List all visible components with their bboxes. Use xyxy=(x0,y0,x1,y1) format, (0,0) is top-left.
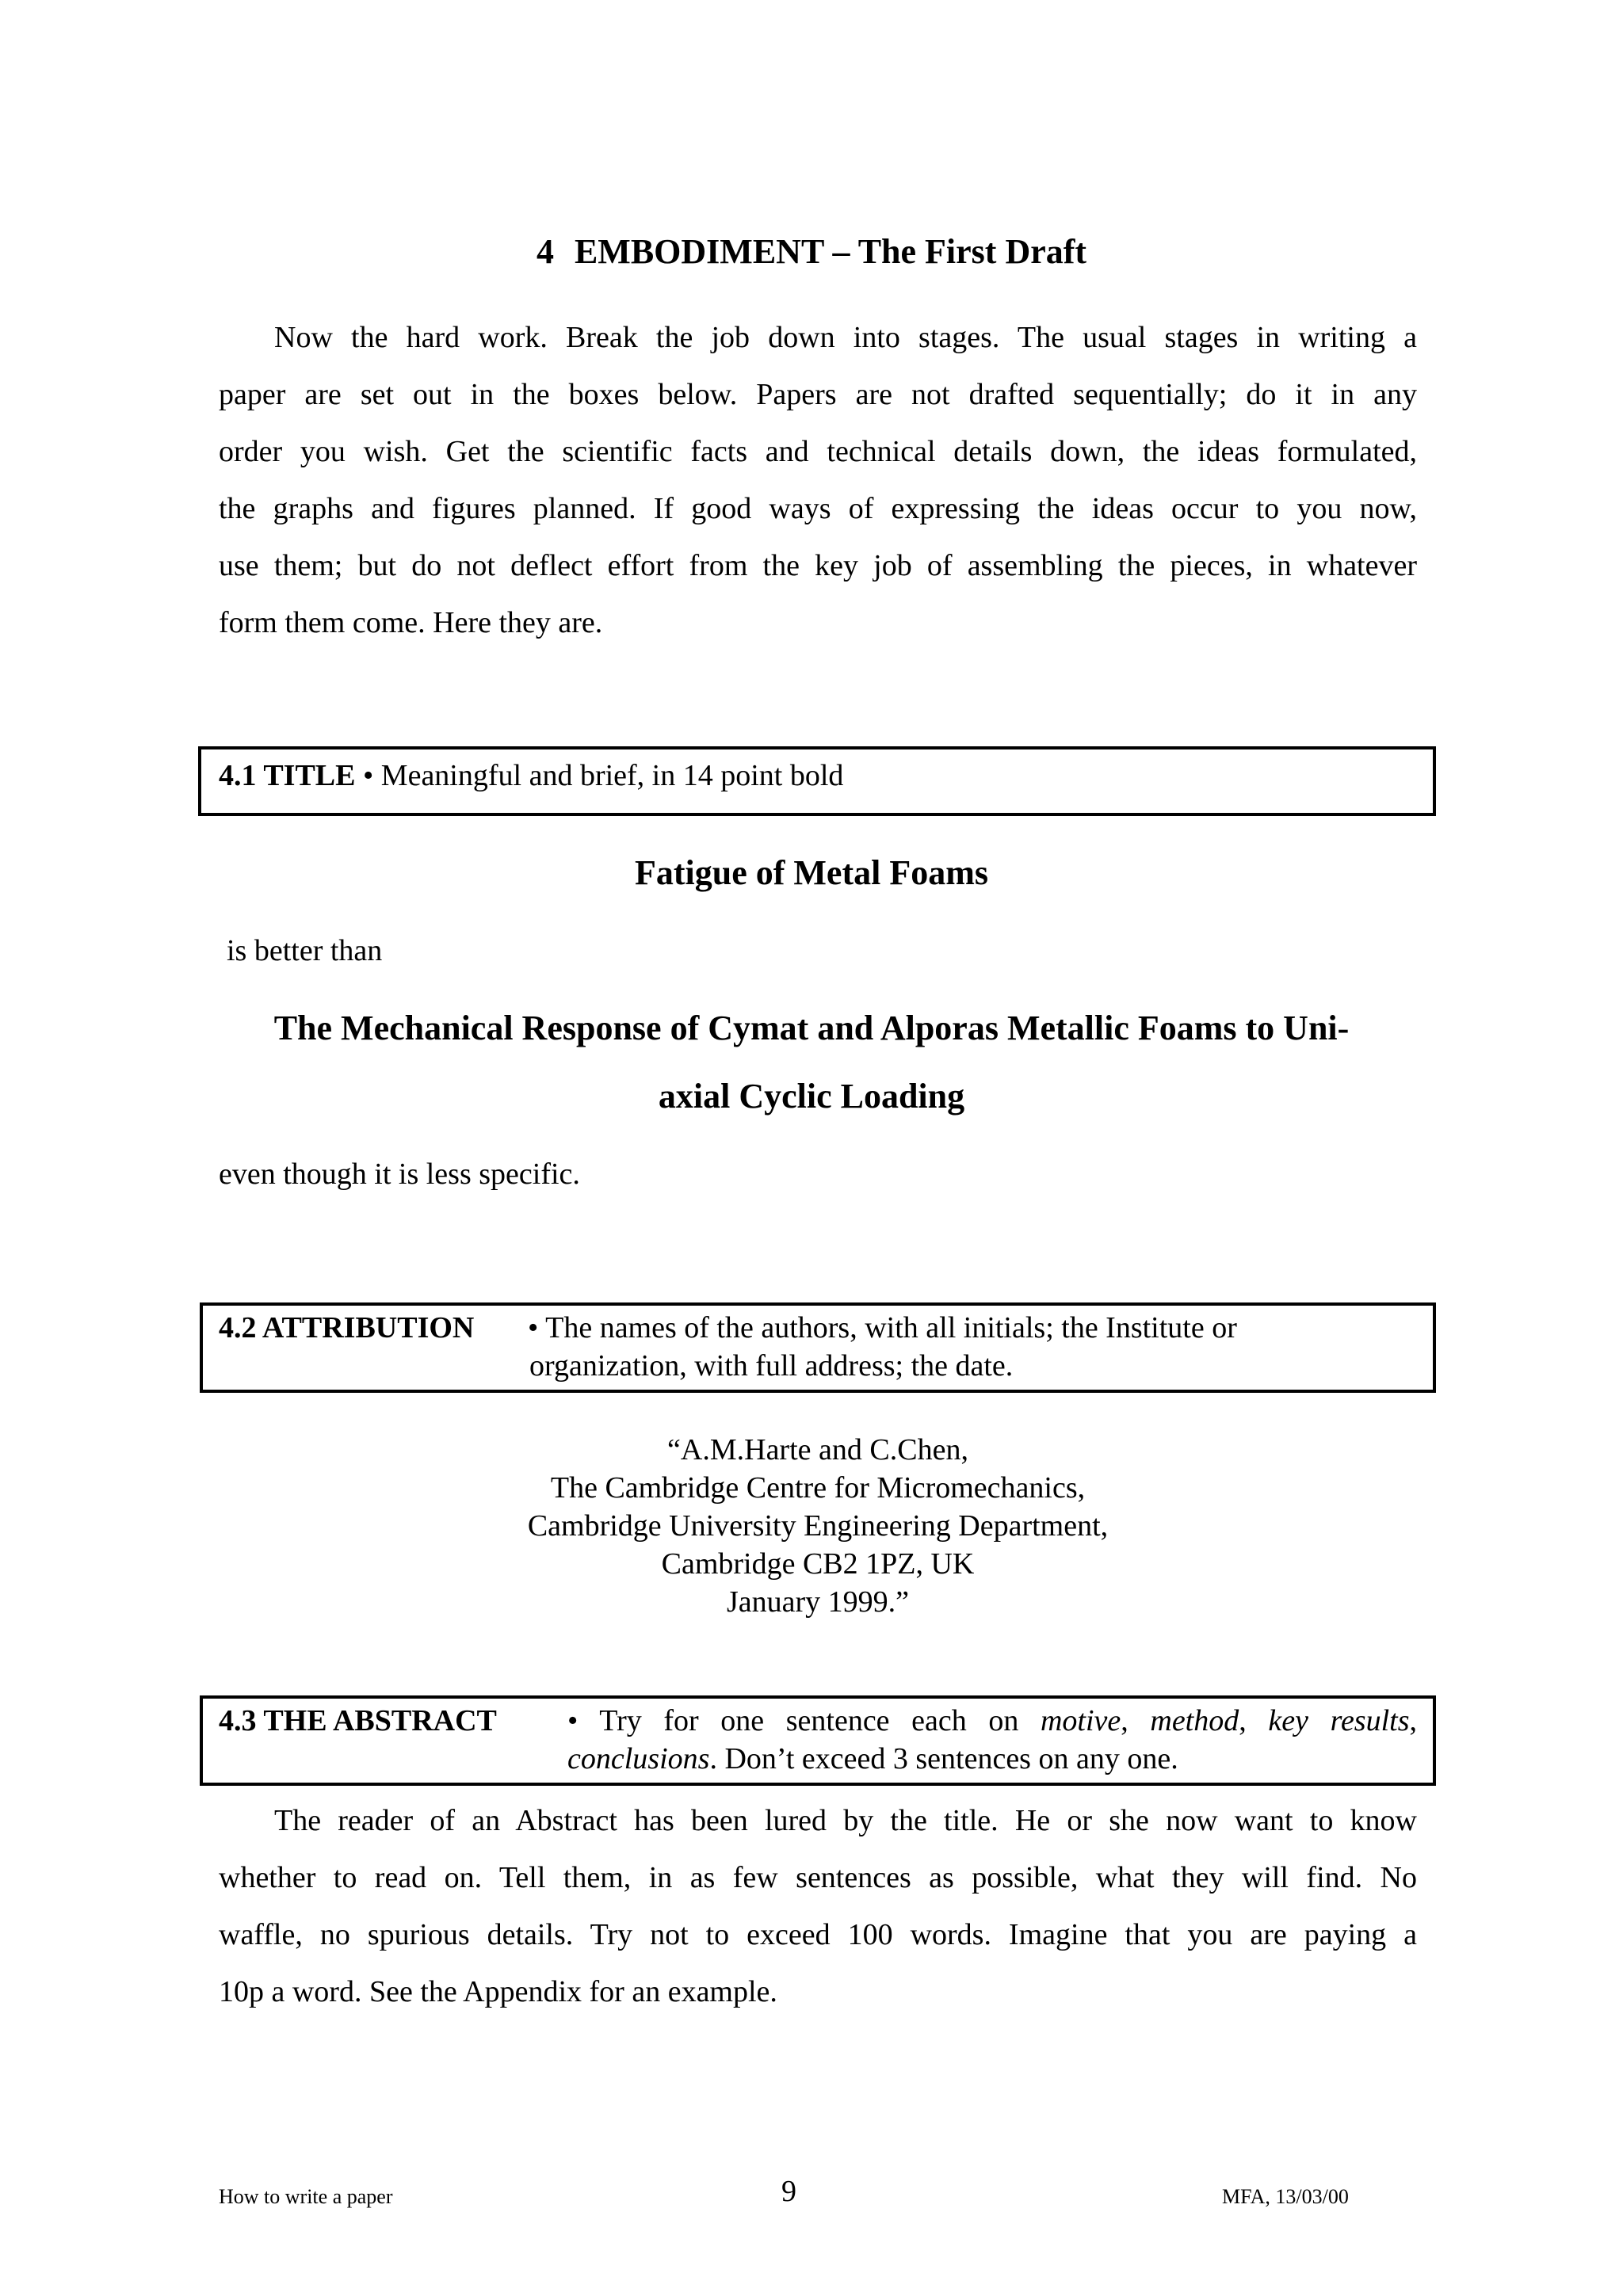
abstract-paragraph xyxy=(219,1792,1417,2020)
attribution-address: Cambridge CB2 1PZ, UK xyxy=(661,1547,975,1581)
good-title-example: Fatigue of Metal Foams xyxy=(635,853,988,892)
intro-line: paper are set out in the boxes below. Papers are not drafted sequentially; do it in any xyxy=(219,378,1417,411)
attribution-centre: The Cambridge Centre for Micromechanics, xyxy=(550,1471,1086,1505)
attribution-example xyxy=(0,1431,1623,1621)
section-title: EMBODIMENT – The First Draft xyxy=(574,232,1087,271)
motive-term: motive xyxy=(1040,1704,1121,1737)
attribution-authors: “A.M.Harte and C.Chen, xyxy=(667,1433,968,1466)
abstract-line: The reader of an Abstract has been lured by the title. He or she now want to know xyxy=(274,1804,1417,1837)
bad-title-example-line1: The Mechanical Response of Cymat and Alporas Metallic Foams to Uni- xyxy=(273,1009,1350,1047)
title-example-note: even though it is less specific. xyxy=(219,1158,580,1191)
attribution-guideline-label: 4.2 ATTRIBUTION xyxy=(219,1311,475,1344)
abstract-guideline-line1: • Try for one sentence each on motive, method, key results, xyxy=(567,1704,1417,1737)
intro-line: the graphs and figures planned. If good ways of expressing the ideas occur to you now, xyxy=(219,492,1417,525)
intro-line: order you wish. Get the scientific facts and technical details down, the ideas formulated, xyxy=(219,435,1417,468)
attribution-date: January 1999.” xyxy=(726,1585,910,1619)
attribution-department: Cambridge University Engineering Department, xyxy=(527,1509,1109,1543)
abstract-line: waffle, no spurious details. Try not to exceed 100 words. Imagine that you are paying a xyxy=(219,1918,1417,1951)
intro-paragraph xyxy=(219,309,1417,651)
page-number: 9 xyxy=(781,2175,796,2208)
bad-title-example-line2: axial Cyclic Loading xyxy=(658,1077,965,1116)
method-term: method xyxy=(1150,1704,1239,1737)
footer-right: MFA, 13/03/00 xyxy=(1222,2185,1349,2208)
key-results-term: key results xyxy=(1268,1704,1410,1737)
abstract-guideline-label: 4.3 THE ABSTRACT xyxy=(219,1704,497,1737)
intro-line: form them come. Here they are. xyxy=(219,606,603,639)
title-guideline-rule: • Meaningful and brief, in 14 point bold xyxy=(362,759,844,792)
section-heading xyxy=(0,231,1623,272)
attribution-guideline-line2: organization, with full address; the date. xyxy=(529,1349,1014,1383)
conclusions-term: conclusions xyxy=(567,1742,710,1775)
title-guideline-label: 4.1 TITLE xyxy=(219,759,356,792)
abstract-line: whether to read on. Tell them, in as few sentences as possible, what they will find. No xyxy=(219,1861,1417,1894)
abstract-line: 10p a word. See the Appendix for an example. xyxy=(219,1975,777,2008)
comparison-connector: is better than xyxy=(227,934,383,967)
title-guideline-text xyxy=(219,757,843,795)
section-number: 4 xyxy=(536,232,554,271)
footer-left: How to write a paper xyxy=(219,2185,393,2208)
intro-line: Now the hard work. Break the job down into stages. The usual stages in writing a xyxy=(274,321,1417,354)
intro-line: use them; but do not deflect effort from the key job of assembling the pieces, in whatever xyxy=(219,549,1417,582)
attribution-guideline-line1: • The names of the authors, with all initials; the Institute or xyxy=(528,1311,1237,1344)
abstract-guideline-line2: conclusions. Don’t exceed 3 sentences on any one. xyxy=(567,1742,1178,1775)
